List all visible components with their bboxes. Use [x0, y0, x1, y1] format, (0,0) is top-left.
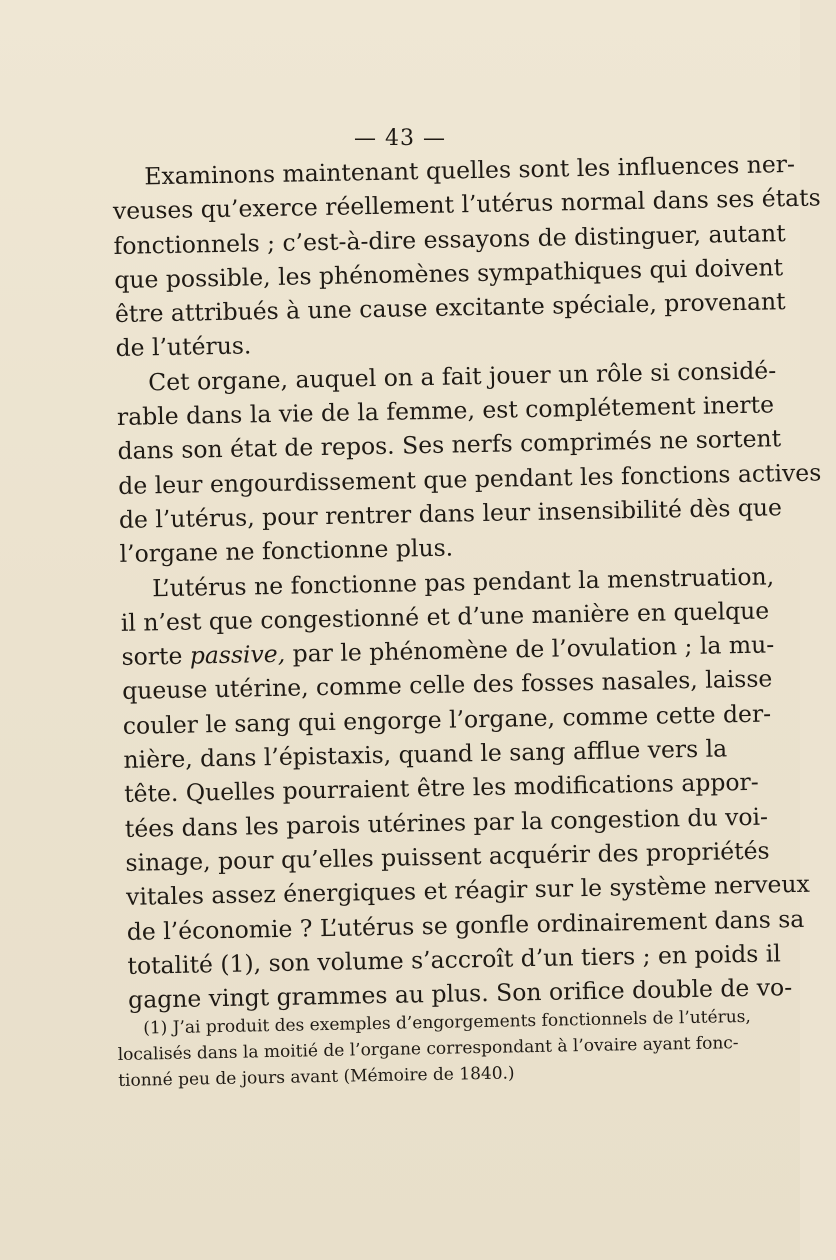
- text-line: totalité (1), son volume s’accroît d’un tiers ; en poids il: [127, 939, 782, 980]
- text-line: que possible, les phénomènes sympathiques qui doivent: [114, 253, 784, 294]
- text-line: Cet organe, auquel on a fait jouer un rôle si considé-: [148, 356, 777, 397]
- text-line: l’organe ne fonctionne plus.: [119, 533, 454, 569]
- text-line: de l’utérus, pour rentrer dans leur insensibilité dès que: [118, 493, 783, 534]
- text-fragment: par le phénomène de l’ovulation ; la mu-: [292, 630, 775, 668]
- text-line: nière, dans l’épistaxis, quand le sang afflue vers la: [123, 734, 728, 774]
- italic-word: passive,: [189, 639, 286, 670]
- text-line: de l’économie ? L’utérus se gonfle ordinairement dans sa: [126, 904, 805, 946]
- text-line: L’utérus ne fonctionne pas pendant la menstruation,: [151, 561, 775, 602]
- text-line: sinage, pour qu’elles puissent acquérir des propriétés: [125, 836, 770, 877]
- text-line: de l’utérus.: [115, 331, 252, 363]
- footnote: [117, 1006, 751, 1094]
- footnote-line: (1) J’ai produit des exemples d’engorgements fonctionnels de l’utérus,: [143, 1006, 751, 1039]
- text-line: tées dans les parois utérines par la congestion du voi-: [124, 802, 769, 843]
- text-line: veuses qu’exerce réellement l’utérus normal dans ses états: [112, 183, 821, 226]
- footnote-line: tionné peu de jours avant (Mémoire de 1840.): [118, 1063, 515, 1091]
- text-line: tête. Quelles pourraient être les modifications appor-: [123, 768, 759, 809]
- text-line: rable dans la vie de la femme, est complétement inerte: [116, 390, 775, 432]
- text-line: Examinons maintenant quelles sont les influences ner-: [144, 149, 796, 191]
- text-line: gagne vingt grammes au plus. Son orifice double de vo-: [127, 973, 793, 1014]
- text-line: fonctionnels ; c’est-à-dire essayons de distinguer, autant: [113, 218, 786, 260]
- text-fragment: sorte: [121, 641, 183, 672]
- footnote-line: localisés dans la moitié de l’organe correspondant à l’ovaire ayant fonc-: [117, 1033, 739, 1065]
- text-line: vitales assez énergiques et réagir sur le système nerveux: [125, 869, 811, 912]
- text-line: couler le sang qui engorge l’organe, comme cette der-: [122, 699, 772, 740]
- text-line: queuse utérine, comme celle des fosses nasales, laisse: [121, 664, 773, 706]
- text-line: être attribués à une cause excitante spéciale, provenant: [114, 287, 786, 329]
- text-line: de leur engourdissement que pendant les fonctions actives: [117, 458, 822, 500]
- text-line: il n’est que congestionné et d’une manière en quelque: [120, 596, 770, 637]
- page-number: — 43 —: [354, 126, 446, 151]
- body-text: [112, 149, 822, 1018]
- text-line: dans son état de repos. Ses nerfs comprimés ne sortent: [117, 424, 782, 466]
